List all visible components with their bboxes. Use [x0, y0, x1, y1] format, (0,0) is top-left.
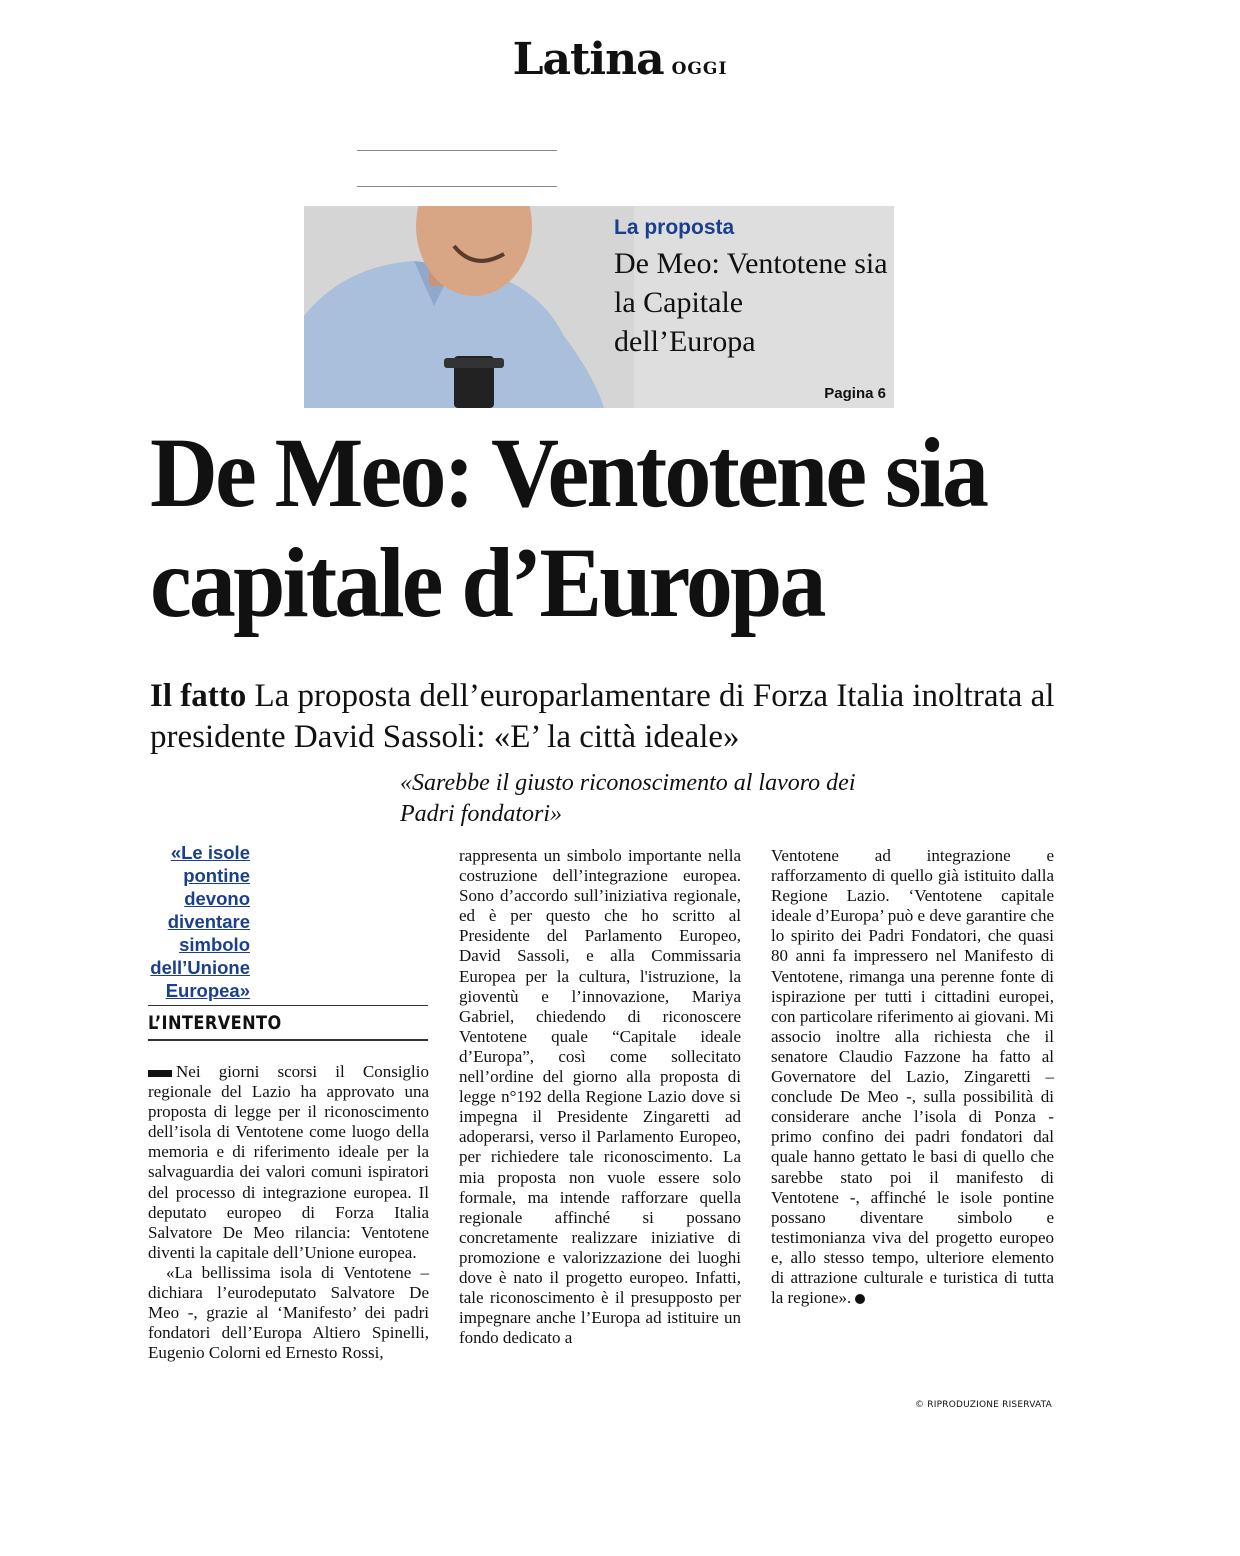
- body-column-2: [459, 846, 741, 1348]
- section-label: L’INTERVENTO: [148, 1012, 282, 1034]
- portrait-photo: [304, 206, 634, 408]
- teaser-title[interactable]: De Meo: Ventotene sia la Capitale dell’Europa: [614, 247, 888, 358]
- article-headline: De Meo: Ventotene sia capitale d’Europa: [150, 417, 987, 638]
- article-subhead: [150, 676, 1110, 758]
- subhead-kicker: Il fatto: [150, 678, 247, 714]
- italic-quote: «Sarebbe il giusto riconoscimento al lavoro dei Padri fondatori»: [400, 770, 856, 827]
- body-column-3: [771, 846, 1054, 1308]
- section-rule-top: [148, 1005, 428, 1006]
- newspaper-edition: OGGI: [671, 59, 728, 79]
- body-paragraph: «La bellissima isola di Ventotene – dichiara l’eurodeputato Salvatore De Meo -, grazie al ‘Manifesto’ dei padri fondatori dell’Europa Altiero Spinelli, Eugenio Colorni ed Ernesto Rossi,: [148, 1262, 429, 1363]
- end-mark: [855, 1294, 865, 1304]
- teaser-box[interactable]: [304, 206, 894, 408]
- body-paragraph: Ventotene ad integrazione e rafforzamento di quello già istituito dalla Regione Lazio. ‘Ventotene capitale ideale d’Europa’ può e deve garantire che lo spirito dei Padri Fondatori, che quasi 80 anni fa impressero nel Manifesto di Ventotene, rimanga una perenne fonte di ispirazione per tutti i cittadini europei, con particolare riferimento ai giovani. Mi associo inoltre alla richiesta che il senatore Claudio Fazzone ha fatto al Governatore del Lazio, Zingaretti – conclude De Meo -, sulla possibilità di considerare anche l’isola di Ponza - primo confino dei padri fondatori dal quale hanno gettato le basi di quello che sarebbe stato poi il manifesto di Ventotene -, affinché le isole pontine possano diventare simbolo e testimonianza viva del progetto europeo e, allo stesso tempo, ulteriore elemento di attrazione culturale e turistica di tutta la regione».: [771, 846, 1054, 1308]
- masthead: [0, 34, 1240, 85]
- body-column-1: [148, 1062, 429, 1363]
- teaser-page-ref[interactable]: Pagina 6: [824, 385, 886, 402]
- subhead-text: La proposta dell’europarlamentare di Forza Italia inoltrata al presidente David Sassoli: «E’ la città ideale»: [150, 678, 1055, 755]
- decorative-rule: [357, 186, 557, 187]
- teaser-kicker: La proposta: [614, 216, 735, 239]
- body-paragraph: Nei giorni scorsi il Consiglio regionale del Lazio ha approvato una proposta di legge per il riconoscimento dell’isola di Ventotene come luogo della memoria e di riferimento ideale per la salvaguardia dei valori comuni ispiratori del processo di integrazione europea. Il deputato europeo di Forza Italia Salvatore De Meo rilancia: Ventotene diventi la capitale dell’Unione europea.: [148, 1062, 429, 1262]
- pull-quote: «Le isole pontine devono diventare simbolo dell’Unione Europea»: [150, 842, 250, 1001]
- section-rule-bottom: [148, 1039, 428, 1041]
- copyright-notice: © RIPRODUZIONE RISERVATA: [915, 1400, 1052, 1410]
- teaser-text: [614, 216, 889, 361]
- newspaper-name: Latina: [512, 34, 664, 85]
- body-paragraph: rappresenta un simbolo importante nella costruzione dell’integrazione europea. Sono d’accordo sull’iniziativa regionale, ed è per questo che ho scritto al Presidente del Parlamento Europeo, David Sassoli, e alla Commissaria Europea per la cultura, l'istruzione, la gioventù e l’innovazione, Mariya Gabriel, chiedendo di riconoscere Ventotene quale “Capitale ideale d’Europa”, così come sollecitato nell’ordine del giorno alla proposta di legge n°192 della Regione Lazio dove si impegna il Presidente Zingaretti ad adoperarsi, verso il Parlamento Europeo, per richiedere tale riconoscimento. La mia proposta non vuole essere solo formale, ma intende rafforzare quella regionale affinché si possano concretamente realizzare iniziative di promozione e valorizzazione dei luoghi dove è nato il progetto europeo. Infatti, tale riconoscimento è il presupposto per impegnare anche l’Europa ad istituire un fondo dedicato a: [459, 846, 741, 1348]
- decorative-rule: [357, 150, 557, 151]
- bullet-mark: [148, 1070, 172, 1077]
